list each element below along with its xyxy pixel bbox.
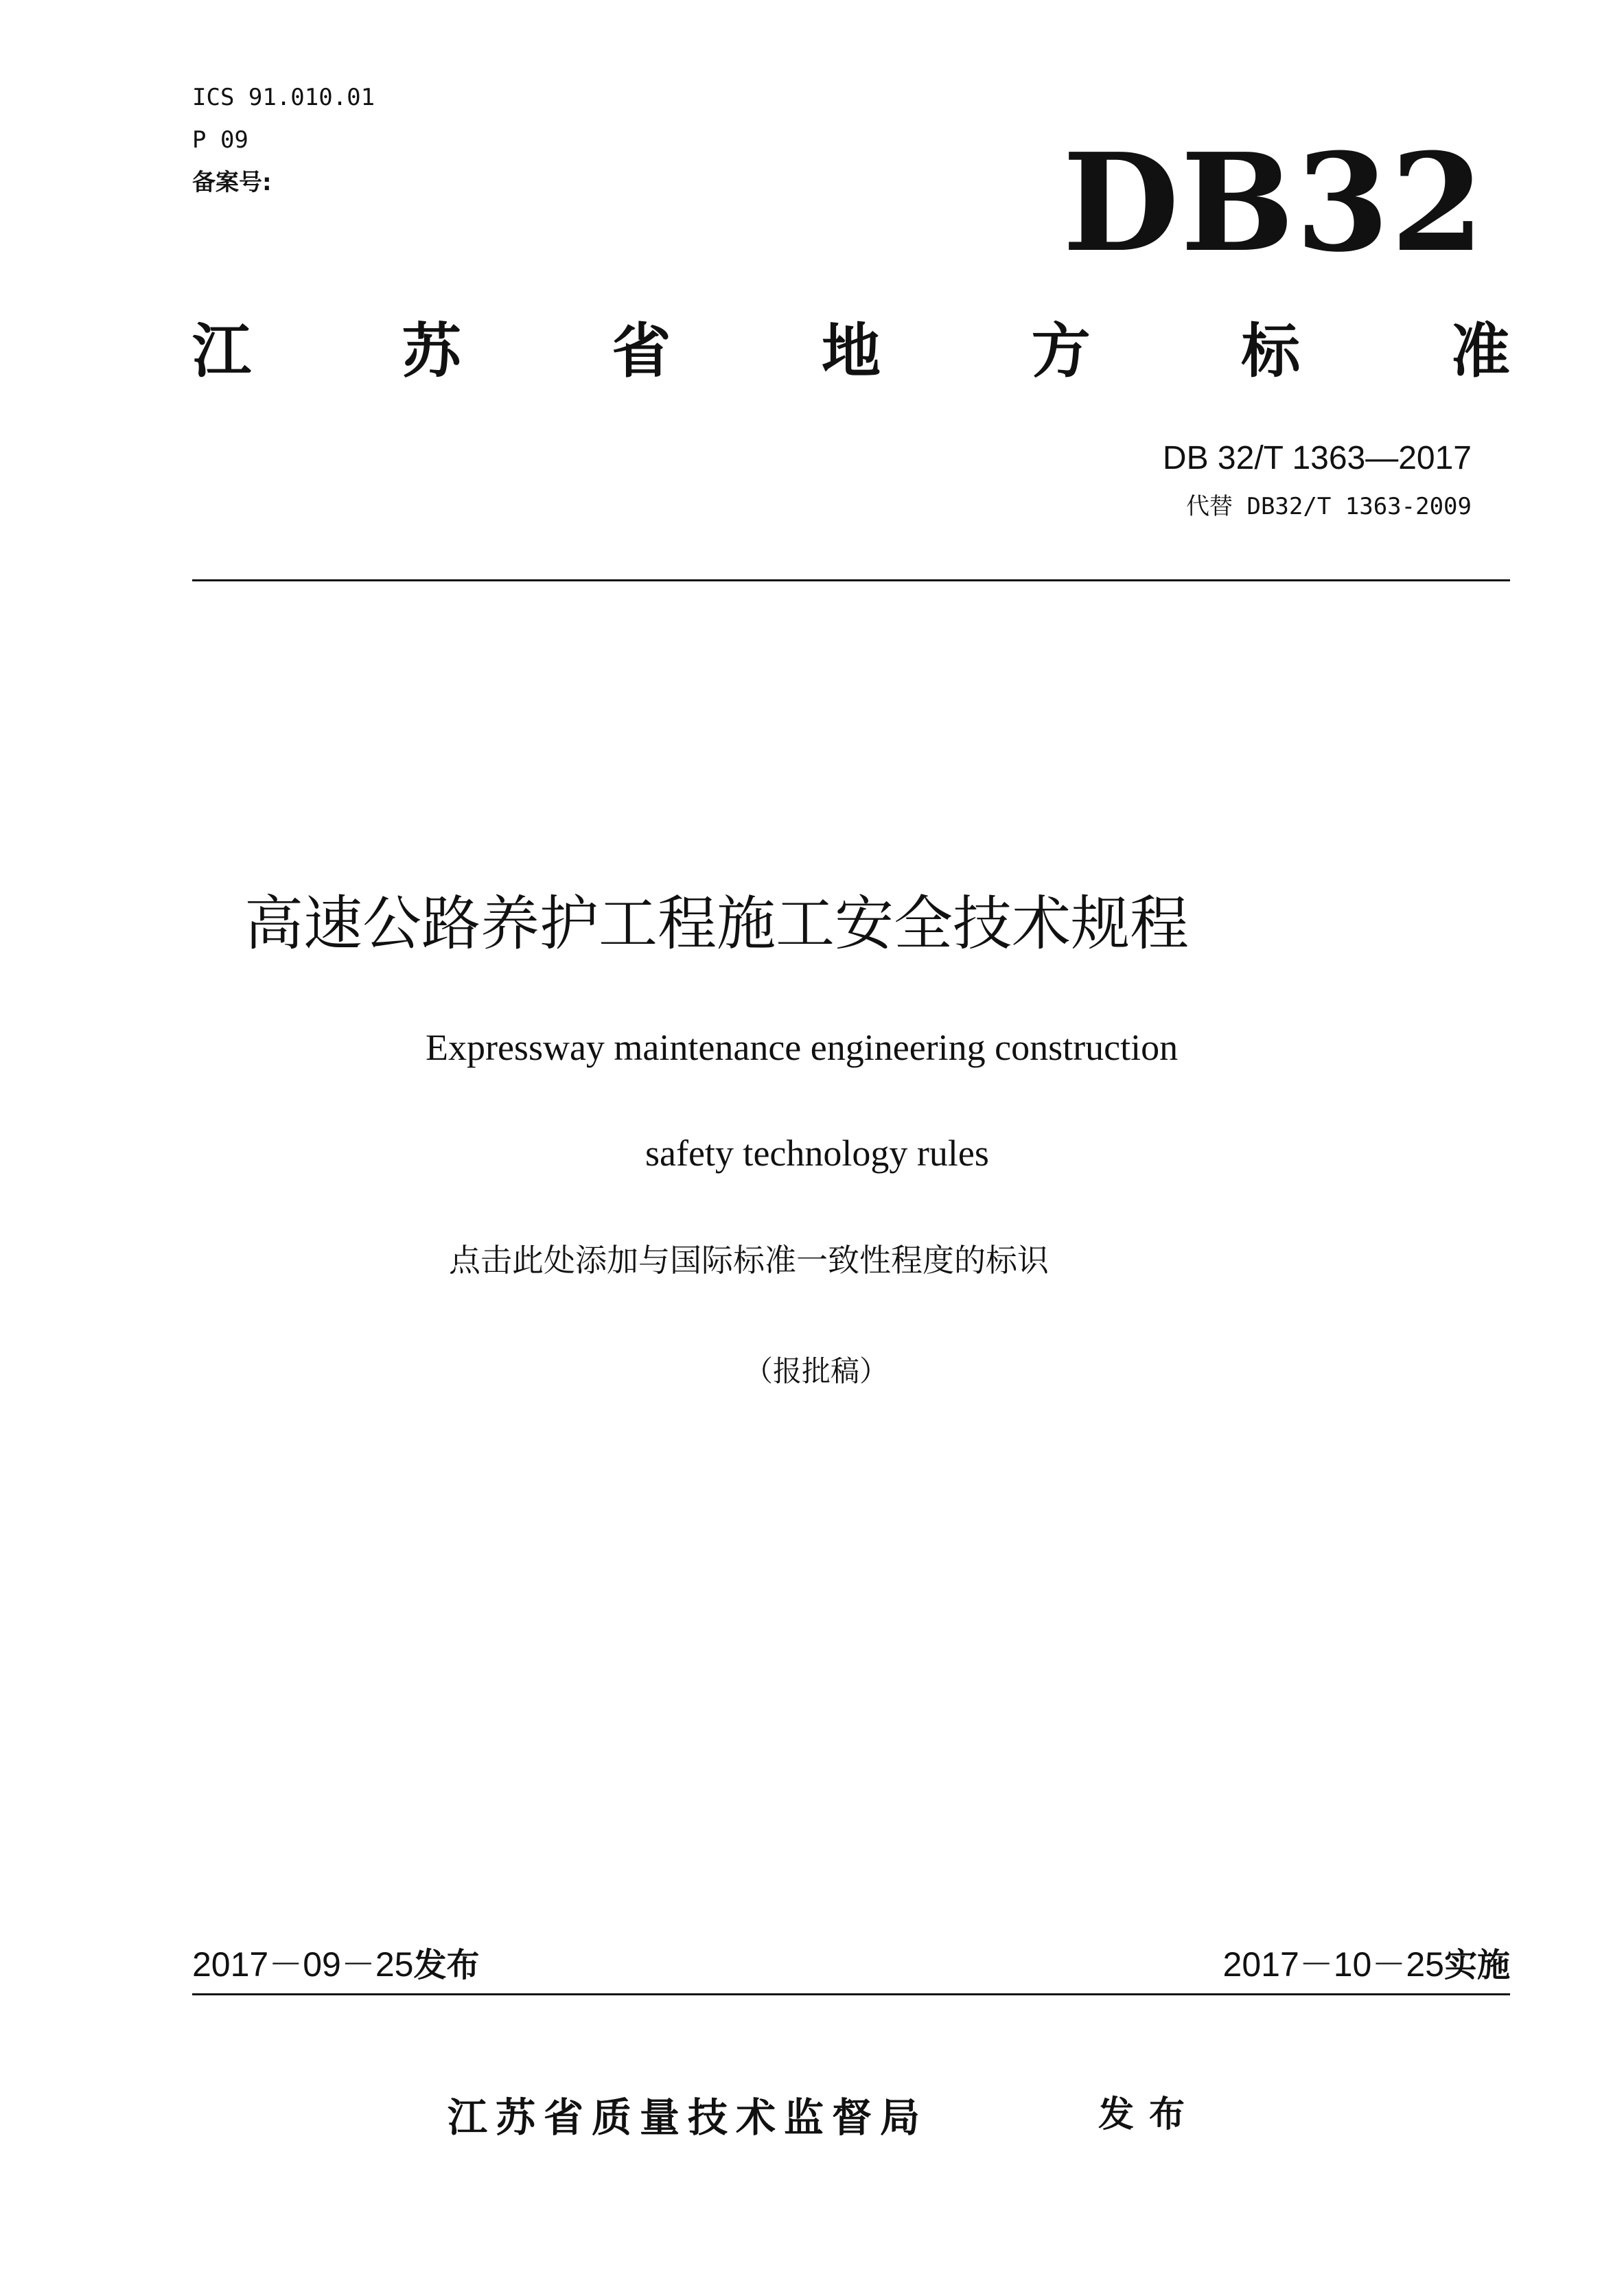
document-title-en-line1: Expressway maintenance engineering construction <box>426 1027 1179 1068</box>
document-title-cn: 高速公路养护工程施工安全技术规程 <box>244 890 1189 958</box>
standard-type-char: 标 <box>1241 317 1301 386</box>
standard-code-mark: DB32 <box>1063 124 1486 282</box>
record-number-label: 备案号: <box>192 169 272 196</box>
issue-date-label: 发布 <box>413 1946 480 1984</box>
draft-status: （报批稿） <box>744 1354 889 1388</box>
replaces-standard: 代替 DB32/T 1363-2009 <box>1186 493 1472 520</box>
standard-type-char: 省 <box>612 317 671 386</box>
issue-date <box>192 1944 479 1986</box>
implementation-date-value: 2017－10－25 <box>1222 1945 1444 1984</box>
standard-type-heading <box>192 317 1510 386</box>
standard-type-char: 江 <box>192 317 251 386</box>
standard-type-char: 苏 <box>402 317 461 386</box>
ics-code: ICS 91.010.01 <box>192 84 375 111</box>
standard-type-char: 方 <box>1031 317 1091 386</box>
issue-date-value: 2017－09－25 <box>192 1945 414 1984</box>
implementation-date-label: 实施 <box>1443 1946 1510 1984</box>
standard-type-char: 准 <box>1450 317 1510 386</box>
issuing-authority: 江苏省质量技术监督局 <box>448 2094 929 2141</box>
implementation-date <box>1223 1944 1510 1986</box>
header-divider <box>192 579 1510 581</box>
document-title-en-line2: safety technology rules <box>645 1133 989 1174</box>
consistency-placeholder[interactable]: 点击此处添加与国际标准一致性程度的标识 <box>449 1242 1049 1279</box>
date-divider <box>192 1993 1510 1995</box>
standard-type-char: 地 <box>821 317 881 386</box>
standard-number: DB 32/T 1363—2017 <box>1162 440 1472 476</box>
issue-word: 发布 <box>1098 2094 1200 2135</box>
classification-code: P 09 <box>192 126 248 154</box>
